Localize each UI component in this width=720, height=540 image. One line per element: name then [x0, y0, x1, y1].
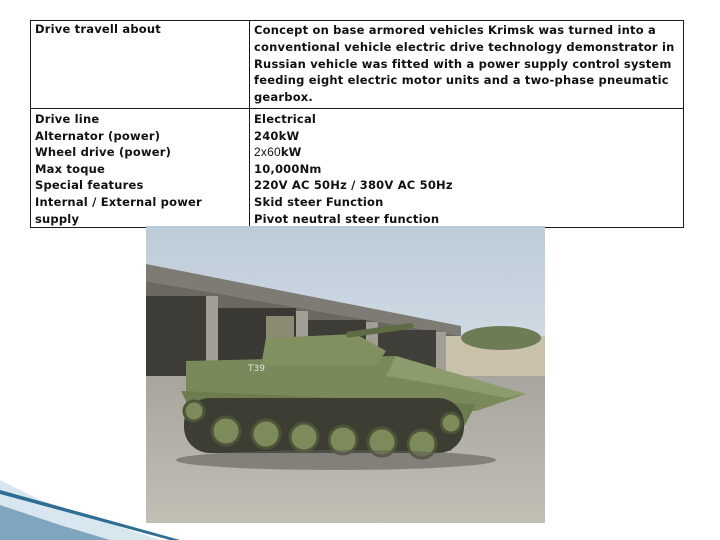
background-tree [461, 326, 541, 350]
spec-value-wheel-drive-prefix: 2x60 [254, 145, 281, 160]
road-wheel [290, 423, 318, 451]
description-cell [250, 21, 684, 109]
spec-value-pivot-steer: Pivot neutral steer function [254, 211, 440, 226]
spec-labels-cell [31, 109, 250, 228]
spec-value-special-features: 220V AC 50Hz / 380V AC 50Hz [254, 178, 453, 193]
spec-value-wheel-drive-suffix: kW [280, 145, 302, 160]
description-text: Concept on base armored vehicles Krimsk was turned into a conventional vehicle electric drive technology demonstrator in Russian vehicle was fitted with a power supply control system feeding eight electric motor units and a two-phase pneumatic gearbox. [254, 23, 675, 105]
table-row [31, 21, 684, 109]
spec-label-special-features: Special features [35, 178, 144, 193]
spec-label-wheel-drive: Wheel drive (power) [35, 145, 172, 160]
spec-values-cell [250, 109, 684, 228]
tank-hatch-cover [266, 316, 294, 338]
spec-value-max-toque: 10,000Nm [254, 161, 322, 176]
idler-wheel [441, 413, 461, 433]
hull-marking: T39 [248, 364, 265, 374]
spec-label-alternator: Alternator (power) [35, 128, 161, 143]
drive-label-cell [31, 21, 250, 109]
corner-decoration [0, 460, 300, 540]
spec-label-power-supply: Internal / External power supply [35, 194, 202, 226]
road-wheel [212, 417, 240, 445]
spec-label-drive-line: Drive line [35, 112, 100, 126]
spec-value-alternator: 240kW [254, 128, 300, 143]
spec-value-skid-steer: Skid steer Function [254, 194, 384, 209]
spec-value-drive-line: Electrical [254, 112, 317, 126]
road-wheel [252, 420, 280, 448]
sprocket-wheel [184, 401, 204, 421]
road-wheel [329, 426, 357, 454]
drive-label: Drive travell about [35, 22, 161, 36]
spec-label-max-toque: Max toque [35, 161, 106, 176]
table-row [31, 109, 684, 228]
spec-table [30, 20, 684, 228]
spec-value-wheel-drive [254, 144, 679, 161]
